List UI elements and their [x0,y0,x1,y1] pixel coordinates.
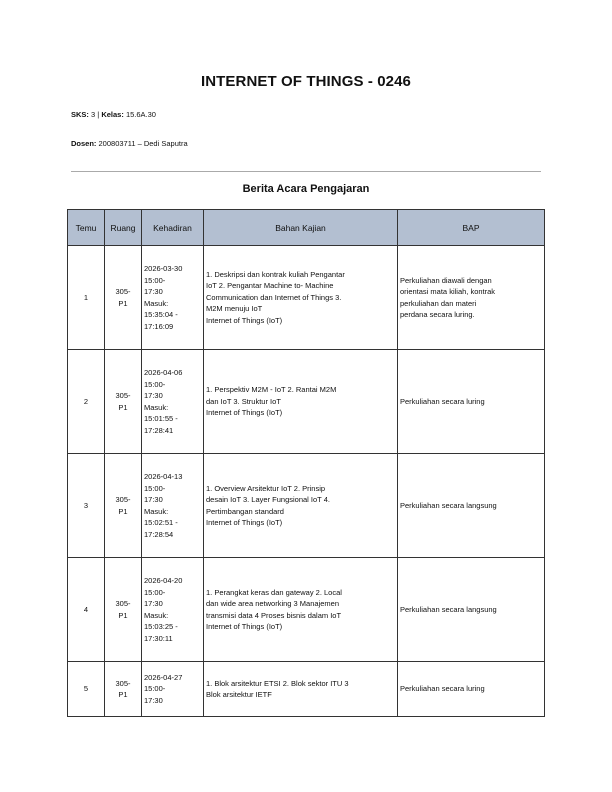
kehadiran-line: 2026-04-13 [144,472,183,481]
bap-line: Perkuliahan secara luring [400,684,485,694]
kehadiran-line: 15:01:55 - [144,414,178,423]
cell-kehadiran [142,454,204,558]
kehadiran-line: 17:30 [144,391,163,400]
cell-temu: 1 [68,246,105,350]
kehadiran-line: 15:02:51 - [144,518,178,527]
kehadiran-line: 17:30 [144,495,163,504]
cell-bap [398,454,545,558]
bahan-line: dan wide area networking 3 Manajemen [206,599,339,608]
bap-table [67,209,545,717]
dosen-label: Dosen: [71,139,97,148]
course-meta-sks-kelas [71,110,156,119]
cell-bap [398,662,545,717]
ruang-line: 305- [115,495,131,504]
kehadiran-line: Masuk: [144,402,169,412]
kehadiran-line: 2026-03-30 [144,264,183,273]
sks-value: 3 [91,110,96,119]
kehadiran-line: 17:30 [144,599,163,608]
bahan-line: dan IoT 3. Struktur IoT [206,396,281,406]
header-bap: BAP [398,210,545,246]
page-title: INTERNET OF THINGS - 0246 [200,73,412,90]
kehadiran-line: 15:00- [144,483,166,493]
ruang-line: 305- [115,678,131,688]
bahan-line: 1. Perspektiv M2M - IoT 2. Rantai M2M [206,385,337,395]
bahan-line: Internet of Things (IoT) [206,408,283,418]
kehadiran-line: 17:28:41 [144,425,174,435]
kehadiran-line: 17:30:11 [144,633,173,643]
sks-label: SKS: [71,110,89,119]
ruang-line: 305- [115,287,131,296]
bap-line: perkuliahan dan materi [400,298,477,308]
cell-kehadiran [142,558,204,662]
cell-bahan-kajian [204,246,398,350]
bahan-line: Communication dan Internet of Things 3. [206,292,342,302]
header-bahan-kajian: Bahan Kajian [204,210,398,246]
divider [71,171,541,172]
kehadiran-line: Masuk: [144,610,169,620]
kehadiran-line: 15:00- [144,684,166,694]
ruang-line: P1 [118,298,128,308]
bahan-line: Pertimbangan standard [206,506,284,516]
cell-ruang [105,662,142,717]
cell-temu: 3 [68,454,105,558]
cell-temu: 4 [68,558,105,662]
cell-ruang [105,350,142,454]
bahan-line: Internet of Things (IoT) [206,518,283,527]
cell-bap [398,246,545,350]
section-title: Berita Acara Pengajaran [242,183,370,195]
cell-ruang [105,454,142,558]
cell-bahan-kajian [204,662,398,717]
kelas-value: 15.6A.30 [125,110,156,119]
cell-temu: 5 [68,662,105,717]
cell-temu: 2 [68,350,105,454]
cell-bahan-kajian [204,558,398,662]
course-meta-dosen [71,139,188,148]
kehadiran-line: 2026-04-20 [144,576,183,585]
kehadiran-line: 17:30 [144,287,163,296]
cell-kehadiran [142,246,204,350]
bahan-line: 1. Perangkat keras dan gateway 2. Local [206,587,342,597]
kehadiran-line: 15:35:04 - [144,310,178,319]
bahan-line: desain IoT 3. Layer Fungsional IoT 4. [206,495,330,504]
header-temu: Temu [68,210,105,246]
cell-kehadiran [142,350,204,454]
kehadiran-line: Masuk: [144,298,169,308]
bap-line: orientasi mata kiliah, kontrak [400,287,496,296]
cell-bahan-kajian [204,350,398,454]
ruang-line: P1 [118,402,128,412]
ruang-line: P1 [118,506,128,516]
bahan-line: transmisi data 4 Proses bisnis dalam IoT [206,610,342,620]
header-ruang: Ruang [105,210,142,246]
ruang-line: 305- [115,599,131,608]
bap-line: Perkuliahan secara luring [400,396,485,406]
kehadiran-line: 17:30 [144,695,163,705]
kehadiran-line: 15:00- [144,275,166,285]
table-row [68,662,545,717]
table-row [68,558,545,662]
kehadiran-line: 15:03:25 - [144,622,178,631]
cell-bahan-kajian [204,454,398,558]
kehadiran-line: 2026-04-06 [144,368,183,377]
bap-line: Perkuliahan diawali dengan [400,275,492,285]
table-row [68,246,545,350]
bahan-line: IoT 2. Pengantar Machine to- Machine [206,281,334,291]
kehadiran-line: 17:28:54 [144,529,174,539]
kehadiran-line: Masuk: [144,506,169,516]
bap-line: perdana secara luring. [400,310,475,319]
cell-ruang [105,558,142,662]
header-kehadiran: Kehadiran [142,210,204,246]
cell-ruang [105,246,142,350]
cell-bap [398,350,545,454]
kelas-label: Kelas: [101,110,124,119]
bahan-line: 1. Deskripsi dan kontrak kuliah Pengantar [206,269,345,279]
ruang-line: P1 [118,690,128,699]
cell-bap [398,558,545,662]
bahan-line: Internet of Things (IoT) [206,315,283,325]
dosen-value: 200803711 – Dedi Saputra [98,139,188,148]
table-row [68,454,545,558]
bap-line: Perkuliahan secara langsung [400,604,497,614]
kehadiran-line: 2026-04-27 [144,672,183,682]
meta-separator: | [97,110,100,119]
bap-line: Perkuliahan secara langsung [400,500,497,510]
bahan-line: Internet of Things (IoT) [206,622,283,631]
bahan-line: 1. Blok arsitektur ETSI 2. Blok sektor ITU 3 [206,678,349,688]
ruang-line: P1 [118,610,128,620]
bahan-line: 1. Overview Arsitektur IoT 2. Prinsip [206,483,326,493]
kehadiran-line: 17:16:09 [144,321,174,331]
bahan-line: M2M menuju IoT [206,304,263,314]
kehadiran-line: 15:00- [144,587,166,597]
kehadiran-line: 15:00- [144,379,166,389]
ruang-line: 305- [115,391,131,400]
table-row [68,350,545,454]
bahan-line: Blok arsitektur IETF [206,690,272,699]
table-header-row [68,210,545,246]
cell-kehadiran [142,662,204,717]
